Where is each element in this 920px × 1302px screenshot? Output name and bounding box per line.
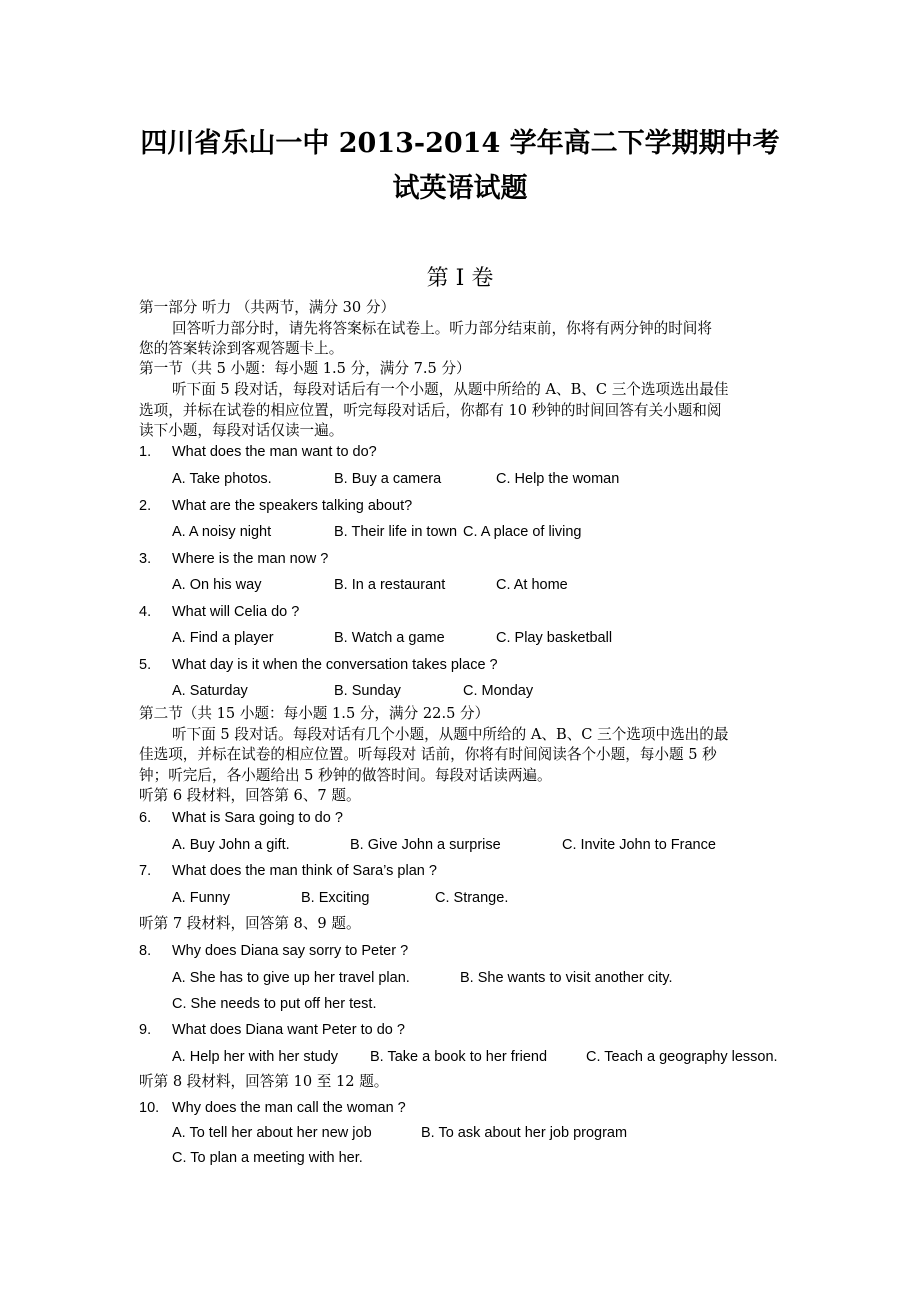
answer-option: A. She has to give up her travel plan. — [172, 970, 410, 986]
answer-option: B. She wants to visit another city. — [460, 970, 673, 986]
section1-instr-line: 读下小题，每段对话仅读一遍。 — [139, 422, 344, 439]
answer-option: C. She needs to put off her test. — [172, 996, 377, 1012]
part1-instr-line: 您的答案转涂到客观答题卡上。 — [139, 340, 344, 357]
question-text: What will Celia do ? — [172, 604, 300, 620]
answer-option: A. Funny — [172, 890, 231, 906]
answer-option: B. Watch a game — [334, 630, 445, 646]
answer-option: B. To ask about her job program — [421, 1125, 628, 1141]
answer-option: C. Teach a geography lesson. — [586, 1049, 778, 1065]
section2-instr-line: 佳选项，并标在试卷的相应位置。听每段对 话前，你将有时间阅读各个小题，每小题 5 秒 — [139, 746, 717, 763]
question-number: 6. — [139, 810, 152, 826]
question-number: 5. — [139, 657, 152, 673]
answer-option: B. In a restaurant — [334, 577, 446, 593]
question-text: What does Diana want Peter to do ? — [172, 1022, 405, 1038]
answer-option: B. Exciting — [301, 890, 370, 906]
answer-option: B. Their life in town — [334, 524, 458, 540]
answer-option: B. Give John a surprise — [350, 837, 501, 853]
question-text: What are the speakers talking about? — [172, 498, 413, 514]
answer-option: A. On his way — [172, 577, 262, 593]
part1-instr-line: 回答听力部分时，请先将答案标在试卷上。听力部分结束前，你将有两分钟的时间将 — [172, 320, 712, 337]
question-text: Why does the man call the woman ? — [172, 1100, 406, 1116]
question-number: 4. — [139, 604, 152, 620]
answer-option: A. Help her with her study — [172, 1049, 339, 1065]
question-text: What is Sara going to do ? — [172, 810, 343, 826]
answer-option: A. Buy John a gift. — [172, 837, 290, 853]
volume-heading: 第 I 卷 — [426, 266, 494, 291]
answer-option: A. To tell her about her new job — [172, 1125, 372, 1141]
section2-instr-line: 钟；听完后，各小题给出 5 秒钟的做答时间。每段对话读两遍。 — [139, 767, 552, 784]
answer-option: C. Play basketball — [496, 630, 613, 646]
answer-option: C. Strange. — [435, 890, 509, 906]
question-number: 3. — [139, 551, 152, 567]
question-text: What does the man think of Sara’s plan ? — [172, 863, 437, 879]
question-text: What does the man want to do? — [172, 444, 377, 460]
answer-option: A. Find a player — [172, 630, 274, 646]
answer-option: C. Invite John to France — [562, 837, 716, 853]
question-number: 1. — [139, 444, 152, 460]
question-text: What day is it when the conversation takes place ? — [172, 657, 498, 673]
answer-option: C. A place of living — [463, 524, 582, 540]
question-number: 9. — [139, 1022, 152, 1038]
question-number: 8. — [139, 943, 152, 959]
title-line-2: 试英语试题 — [392, 173, 528, 204]
material-note: 听第 7 段材料，回答第 8、9 题。 — [139, 915, 361, 932]
question-number: 2. — [139, 498, 152, 514]
answer-option: B. Buy a camera — [334, 471, 442, 487]
material-note: 听第 8 段材料，回答第 10 至 12 题。 — [139, 1073, 389, 1090]
section1-instr-line: 选项，并标在试卷的相应位置，听完每段对话后，你都有 10 秒钟的时间回答有关小题和阅 — [139, 402, 722, 419]
section1-heading: 第一节（共 5 小题：每小题 1.5 分，满分 7.5 分） — [139, 360, 471, 377]
part1-heading: 第一部分 听力 （共两节，满分 30 分） — [139, 299, 396, 316]
question-number: 10. — [139, 1100, 160, 1116]
answer-option: B. Take a book to her friend — [370, 1049, 548, 1065]
answer-option: C. To plan a meeting with her. — [172, 1150, 363, 1166]
answer-option: B. Sunday — [334, 683, 401, 699]
title-line-1: 四川省乐山一中 2013-2014 学年高二下学期期中考 — [140, 128, 780, 159]
section2-instr-line: 听下面 5 段对话。每段对话有几个小题，从题中所给的 A、B、C 三个选项中选出的最 — [172, 726, 729, 743]
question-text: Where is the man now ? — [172, 551, 329, 567]
answer-option: A. A noisy night — [172, 524, 272, 540]
section2-heading: 第二节（共 15 小题：每小题 1.5 分，满分 22.5 分） — [139, 705, 490, 722]
answer-option: C. Monday — [463, 683, 534, 699]
section1-instr-line: 听下面 5 段对话，每段对话后有一个小题，从题中所给的 A、B、C 三个选项选出最佳 — [172, 381, 729, 398]
question-text: Why does Diana say sorry to Peter ? — [172, 943, 409, 959]
material-note: 听第 6 段材料，回答第 6、7 题。 — [139, 787, 361, 804]
answer-option: A. Saturday — [172, 683, 248, 699]
answer-option: A. Take photos. — [172, 471, 272, 487]
question-number: 7. — [139, 863, 152, 879]
answer-option: C. Help the woman — [496, 471, 620, 487]
answer-option: C. At home — [496, 577, 568, 593]
